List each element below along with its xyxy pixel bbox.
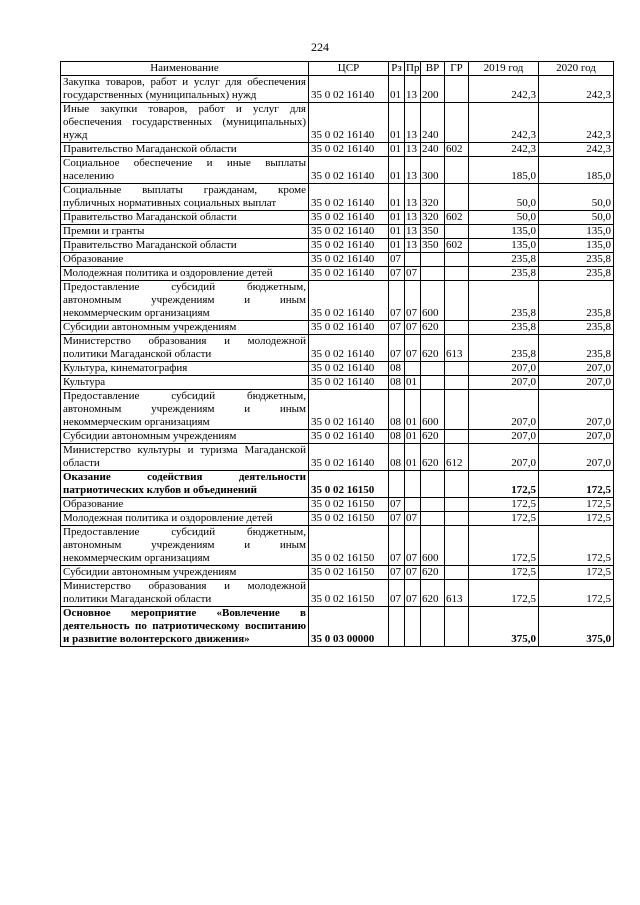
cell-vr: 620 (421, 335, 445, 362)
cell-vr: 620 (421, 444, 445, 471)
cell-pr: 01 (405, 430, 421, 444)
cell-csr: 35 0 02 16150 (309, 471, 389, 498)
cell-pr (405, 471, 421, 498)
cell-vr (421, 471, 445, 498)
cell-vr: 620 (421, 430, 445, 444)
cell-name: Социальное обеспечение и иные выплаты населению (61, 157, 309, 184)
cell-csr: 35 0 02 16150 (309, 566, 389, 580)
cell-name: Предоставление субсидий бюджетным, автономным учреждениям и иным некоммерческим организациям (61, 390, 309, 430)
cell-rz: 08 (389, 376, 405, 390)
cell-name: Правительство Магаданской области (61, 143, 309, 157)
cell-gr (445, 376, 469, 390)
cell-2020: 172,5 (539, 566, 614, 580)
cell-gr (445, 390, 469, 430)
cell-2019: 172,5 (469, 580, 539, 607)
cell-gr (445, 184, 469, 211)
cell-vr: 600 (421, 281, 445, 321)
table-header-row (61, 62, 614, 76)
page-number: 224 (311, 40, 329, 54)
cell-vr: 240 (421, 143, 445, 157)
cell-rz (389, 607, 405, 647)
cell-rz: 07 (389, 335, 405, 362)
cell-csr: 35 0 03 00000 (309, 607, 389, 647)
table-row (61, 444, 614, 471)
cell-pr (405, 607, 421, 647)
cell-2019: 242,3 (469, 76, 539, 103)
table-row (61, 225, 614, 239)
cell-name: Образование (61, 498, 309, 512)
cell-vr: 600 (421, 390, 445, 430)
cell-pr: 13 (405, 184, 421, 211)
cell-2019: 235,8 (469, 321, 539, 335)
cell-pr: 07 (405, 526, 421, 566)
header-2019: 2019 год (469, 62, 539, 76)
table-row (61, 471, 614, 498)
cell-rz: 07 (389, 281, 405, 321)
cell-2020: 172,5 (539, 526, 614, 566)
cell-name: Оказание содействия деятельности патриотических клубов и объединений (61, 471, 309, 498)
cell-rz: 07 (389, 321, 405, 335)
table-row (61, 281, 614, 321)
cell-rz: 08 (389, 362, 405, 376)
cell-2019: 172,5 (469, 566, 539, 580)
cell-2020: 235,8 (539, 267, 614, 281)
cell-2020: 172,5 (539, 580, 614, 607)
cell-rz: 01 (389, 211, 405, 225)
cell-csr: 35 0 02 16140 (309, 376, 389, 390)
cell-gr (445, 103, 469, 143)
cell-rz: 01 (389, 103, 405, 143)
cell-2019: 207,0 (469, 430, 539, 444)
header-csr: ЦСР (309, 62, 389, 76)
cell-pr: 13 (405, 76, 421, 103)
cell-rz: 01 (389, 143, 405, 157)
cell-name: Молодежная политика и оздоровление детей (61, 267, 309, 281)
cell-gr (445, 498, 469, 512)
cell-name: Иные закупки товаров, работ и услуг для обеспечения государственных (муниципальных) нужд (61, 103, 309, 143)
cell-gr (445, 267, 469, 281)
cell-csr: 35 0 02 16140 (309, 103, 389, 143)
cell-name: Правительство Магаданской области (61, 211, 309, 225)
cell-pr: 13 (405, 211, 421, 225)
cell-2020: 135,0 (539, 239, 614, 253)
cell-vr: 600 (421, 526, 445, 566)
cell-pr (405, 362, 421, 376)
table-row (61, 430, 614, 444)
cell-rz: 01 (389, 225, 405, 239)
cell-2019: 242,3 (469, 103, 539, 143)
cell-pr (405, 253, 421, 267)
cell-rz: 08 (389, 390, 405, 430)
cell-pr: 07 (405, 512, 421, 526)
cell-csr: 35 0 02 16140 (309, 362, 389, 376)
cell-vr: 350 (421, 239, 445, 253)
cell-pr: 07 (405, 335, 421, 362)
cell-gr (445, 281, 469, 321)
table-row (61, 526, 614, 566)
cell-csr: 35 0 02 16140 (309, 157, 389, 184)
cell-gr (445, 225, 469, 239)
cell-2020: 235,8 (539, 253, 614, 267)
cell-rz: 01 (389, 184, 405, 211)
cell-2020: 235,8 (539, 321, 614, 335)
cell-gr: 602 (445, 211, 469, 225)
cell-2020: 50,0 (539, 211, 614, 225)
cell-pr: 07 (405, 566, 421, 580)
cell-2019: 185,0 (469, 157, 539, 184)
cell-csr: 35 0 02 16140 (309, 430, 389, 444)
cell-csr: 35 0 02 16140 (309, 390, 389, 430)
cell-2019: 207,0 (469, 362, 539, 376)
cell-pr: 13 (405, 143, 421, 157)
cell-csr: 35 0 02 16140 (309, 211, 389, 225)
cell-pr (405, 498, 421, 512)
table-row (61, 362, 614, 376)
header-pr: Пр (406, 62, 420, 74)
cell-2020: 172,5 (539, 471, 614, 498)
cell-pr: 07 (405, 580, 421, 607)
cell-2020: 242,3 (539, 143, 614, 157)
cell-name: Правительство Магаданской области (61, 239, 309, 253)
cell-2020: 207,0 (539, 362, 614, 376)
cell-csr: 35 0 02 16140 (309, 225, 389, 239)
cell-pr: 01 (405, 390, 421, 430)
cell-2019: 50,0 (469, 211, 539, 225)
table-row (61, 321, 614, 335)
cell-2019: 172,5 (469, 498, 539, 512)
cell-name: Образование (61, 253, 309, 267)
table-row (61, 498, 614, 512)
cell-name: Субсидии автономным учреждениям (61, 321, 309, 335)
cell-name: Предоставление субсидий бюджетным, автономным учреждениям и иным некоммерческим организациям (61, 281, 309, 321)
cell-name: Культура, кинематография (61, 362, 309, 376)
cell-rz: 08 (389, 444, 405, 471)
cell-csr: 35 0 02 16150 (309, 580, 389, 607)
cell-rz: 07 (389, 580, 405, 607)
table-row (61, 512, 614, 526)
table-row (61, 335, 614, 362)
header-2020: 2020 год (539, 62, 614, 76)
cell-pr: 13 (405, 225, 421, 239)
cell-csr: 35 0 02 16140 (309, 143, 389, 157)
cell-2019: 235,8 (469, 253, 539, 267)
cell-2019: 207,0 (469, 444, 539, 471)
cell-rz: 07 (389, 267, 405, 281)
cell-2019: 207,0 (469, 390, 539, 430)
cell-2019: 242,3 (469, 143, 539, 157)
table-row (61, 580, 614, 607)
cell-2020: 50,0 (539, 184, 614, 211)
table-row (61, 566, 614, 580)
table-row (61, 239, 614, 253)
cell-csr: 35 0 02 16140 (309, 253, 389, 267)
table-row (61, 267, 614, 281)
cell-pr: 13 (405, 103, 421, 143)
table-row (61, 157, 614, 184)
cell-gr (445, 157, 469, 184)
cell-csr: 35 0 02 16140 (309, 281, 389, 321)
cell-csr: 35 0 02 16140 (309, 239, 389, 253)
cell-gr (445, 430, 469, 444)
cell-pr: 07 (405, 321, 421, 335)
cell-2020: 375,0 (539, 607, 614, 647)
cell-2020: 242,3 (539, 76, 614, 103)
table-row (61, 376, 614, 390)
cell-2020: 207,0 (539, 430, 614, 444)
cell-2019: 172,5 (469, 512, 539, 526)
cell-2020: 172,5 (539, 512, 614, 526)
cell-gr (445, 76, 469, 103)
cell-vr: 200 (421, 76, 445, 103)
cell-vr: 350 (421, 225, 445, 239)
cell-vr: 620 (421, 321, 445, 335)
cell-gr: 602 (445, 239, 469, 253)
cell-gr (445, 471, 469, 498)
cell-vr (421, 512, 445, 526)
cell-rz: 07 (389, 512, 405, 526)
cell-vr (421, 362, 445, 376)
cell-gr (445, 321, 469, 335)
cell-rz: 01 (389, 76, 405, 103)
cell-2020: 235,8 (539, 335, 614, 362)
cell-csr: 35 0 02 16140 (309, 184, 389, 211)
cell-pr: 07 (405, 267, 421, 281)
cell-csr: 35 0 02 16140 (309, 335, 389, 362)
cell-2019: 235,8 (469, 281, 539, 321)
cell-csr: 35 0 02 16150 (309, 498, 389, 512)
table-row (61, 184, 614, 211)
header-gr: ГР (445, 62, 469, 76)
cell-name: Предоставление субсидий бюджетным, автономным учреждениям и иным некоммерческим организациям (61, 526, 309, 566)
cell-name: Премии и гранты (61, 225, 309, 239)
table-row (61, 143, 614, 157)
cell-vr: 240 (421, 103, 445, 143)
cell-vr (421, 376, 445, 390)
cell-pr: 13 (405, 239, 421, 253)
cell-csr: 35 0 02 16140 (309, 321, 389, 335)
cell-2020: 207,0 (539, 444, 614, 471)
cell-gr (445, 607, 469, 647)
cell-2019: 50,0 (469, 184, 539, 211)
cell-vr: 320 (421, 184, 445, 211)
cell-rz: 07 (389, 526, 405, 566)
cell-2020: 235,8 (539, 281, 614, 321)
cell-vr: 620 (421, 580, 445, 607)
cell-pr: 07 (405, 281, 421, 321)
cell-rz: 01 (389, 239, 405, 253)
cell-vr: 320 (421, 211, 445, 225)
cell-pr: 01 (405, 444, 421, 471)
cell-vr (421, 607, 445, 647)
cell-gr (445, 566, 469, 580)
cell-csr: 35 0 02 16150 (309, 526, 389, 566)
cell-2019: 235,8 (469, 267, 539, 281)
cell-name: Субсидии автономным учреждениям (61, 566, 309, 580)
table-row (61, 607, 614, 647)
budget-table (60, 61, 614, 647)
cell-csr: 35 0 02 16140 (309, 267, 389, 281)
cell-gr: 602 (445, 143, 469, 157)
header-rz: Рз (389, 62, 405, 76)
table-row (61, 211, 614, 225)
cell-name: Субсидии автономным учреждениям (61, 430, 309, 444)
cell-name: Министерство образования и молодежной политики Магаданской области (61, 580, 309, 607)
cell-gr (445, 512, 469, 526)
cell-gr (445, 362, 469, 376)
header-name: Наименование (61, 62, 309, 76)
cell-name: Молодежная политика и оздоровление детей (61, 512, 309, 526)
cell-2020: 207,0 (539, 390, 614, 430)
cell-2019: 172,5 (469, 471, 539, 498)
cell-csr: 35 0 02 16140 (309, 444, 389, 471)
cell-2020: 242,3 (539, 103, 614, 143)
cell-rz: 07 (389, 498, 405, 512)
cell-name: Социальные выплаты гражданам, кроме публичных нормативных социальных выплат (61, 184, 309, 211)
cell-vr: 300 (421, 157, 445, 184)
header-vr: ВР (421, 62, 445, 76)
cell-pr: 01 (405, 376, 421, 390)
cell-2019: 207,0 (469, 376, 539, 390)
cell-gr (445, 526, 469, 566)
cell-rz: 08 (389, 430, 405, 444)
table-body (61, 76, 614, 647)
cell-rz: 01 (389, 157, 405, 184)
table-row (61, 253, 614, 267)
cell-gr (445, 253, 469, 267)
cell-name: Министерство образования и молодежной политики Магаданской области (61, 335, 309, 362)
cell-2019: 235,8 (469, 335, 539, 362)
cell-csr: 35 0 02 16140 (309, 76, 389, 103)
cell-csr: 35 0 02 16150 (309, 512, 389, 526)
cell-pr: 13 (405, 157, 421, 184)
cell-gr: 613 (445, 580, 469, 607)
table-row (61, 103, 614, 143)
cell-gr: 612 (445, 444, 469, 471)
table-row (61, 76, 614, 103)
cell-rz (389, 471, 405, 498)
table-row (61, 390, 614, 430)
cell-2020: 172,5 (539, 498, 614, 512)
cell-name: Основное мероприятие «Вовлечение в деятельность по патриотическому воспитанию и развитие волонтерского движения» (61, 607, 309, 647)
cell-name: Культура (61, 376, 309, 390)
cell-vr (421, 498, 445, 512)
cell-2019: 135,0 (469, 239, 539, 253)
cell-vr (421, 253, 445, 267)
cell-name: Министерство культуры и туризма Магаданской области (61, 444, 309, 471)
cell-rz: 07 (389, 253, 405, 267)
cell-2019: 135,0 (469, 225, 539, 239)
cell-2020: 135,0 (539, 225, 614, 239)
cell-2019: 172,5 (469, 526, 539, 566)
cell-2020: 185,0 (539, 157, 614, 184)
cell-name: Закупка товаров, работ и услуг для обеспечения государственных (муниципальных) нужд (61, 76, 309, 103)
cell-vr (421, 267, 445, 281)
cell-rz: 07 (389, 566, 405, 580)
cell-2019: 375,0 (469, 607, 539, 647)
cell-vr: 620 (421, 566, 445, 580)
cell-gr: 613 (445, 335, 469, 362)
cell-2020: 207,0 (539, 376, 614, 390)
